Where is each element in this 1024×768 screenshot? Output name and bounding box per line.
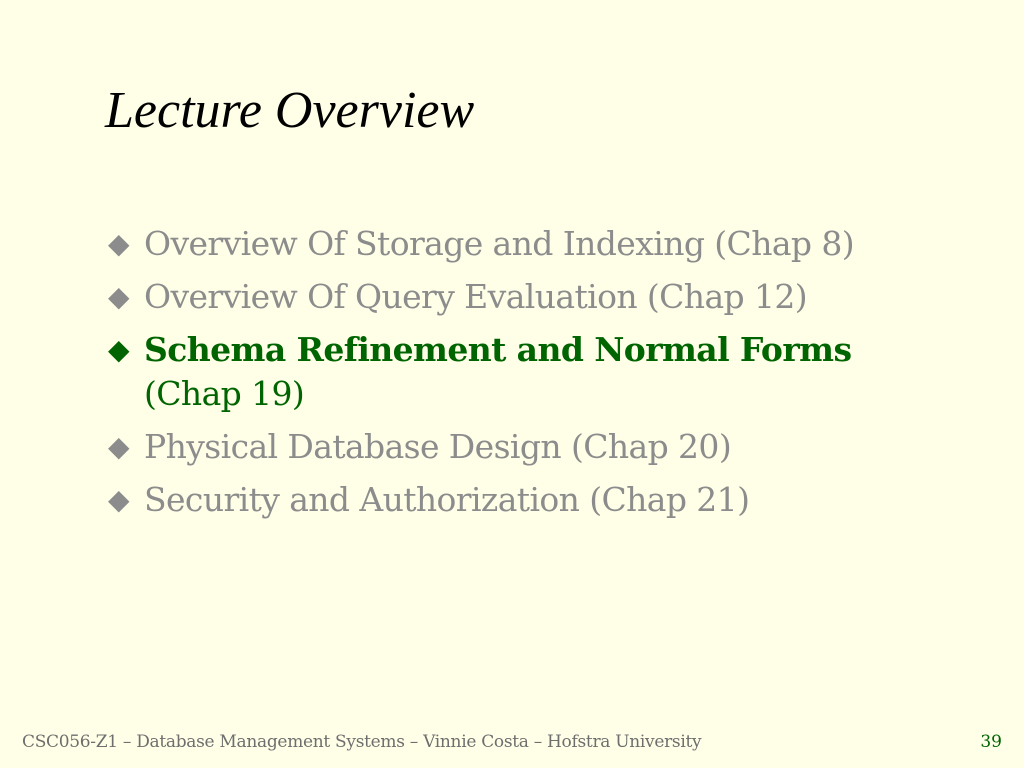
bullet-text-suffix: (Chap 19) xyxy=(144,374,305,413)
bullet-item-schema-refinement xyxy=(108,328,988,416)
slide-title: Lecture Overview xyxy=(105,82,475,139)
bullet-item-physical-design xyxy=(108,425,988,469)
bullet-text: Physical Database Design (Chap 20) xyxy=(144,427,732,466)
bullet-text: Security and Authorization (Chap 21) xyxy=(144,480,750,519)
bullet-item-query-evaluation xyxy=(108,275,988,319)
diamond-bullet-icon: ◆ xyxy=(108,280,129,313)
diamond-bullet-icon: ◆ xyxy=(108,333,129,366)
slide-footer: CSC056-Z1 – Database Management Systems – Vinnie Costa – Hofstra University xyxy=(22,732,702,752)
bullet-list xyxy=(108,222,988,531)
bullet-text: Overview Of Storage and Indexing (Chap 8) xyxy=(144,224,855,263)
bullet-text: Overview Of Query Evaluation (Chap 12) xyxy=(144,277,808,316)
bullet-item-storage-indexing xyxy=(108,222,988,266)
bullet-text xyxy=(144,328,904,416)
bullet-item-security-authorization xyxy=(108,478,988,522)
bullet-text-strong: Schema Refinement and Normal Forms xyxy=(144,330,852,369)
page-number: 39 xyxy=(980,732,1002,752)
diamond-bullet-icon: ◆ xyxy=(108,430,129,463)
diamond-bullet-icon: ◆ xyxy=(108,227,129,260)
diamond-bullet-icon: ◆ xyxy=(108,483,129,516)
